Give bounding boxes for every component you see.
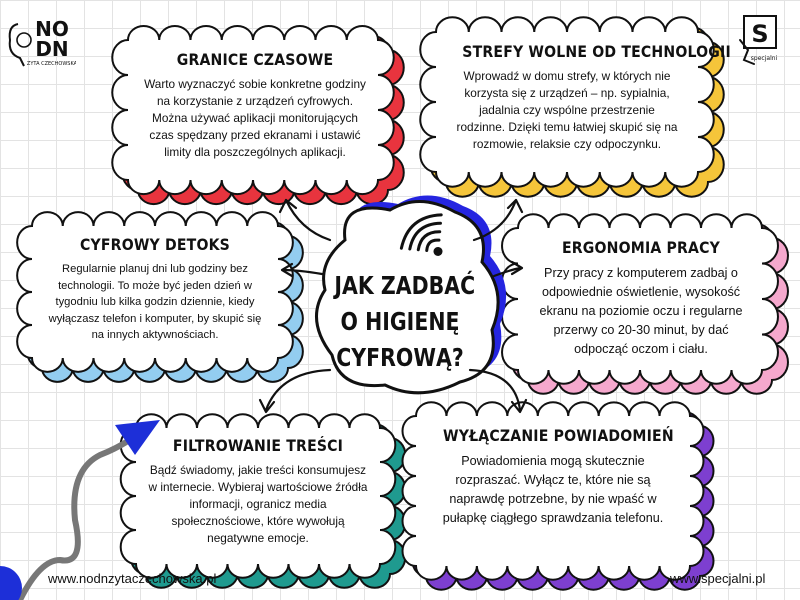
center-title-line: O HIGIENĘ [340, 307, 460, 336]
card-ergonomia-pracy [530, 238, 752, 359]
card-title: GRANICE CZASOWE [176, 50, 334, 69]
center-title-line: CYFROWĄ? [336, 343, 464, 372]
center-title [334, 268, 476, 376]
specjalni-logo [734, 14, 780, 66]
card-body: Przy pracy z komputerem zadbaj o odpowiednie oświetlenie, wysokość ekranu na poziomie oczu i regularne przerwy co 20-30 minut, by dać odpocząć oczom i ciału. [539, 266, 743, 356]
svg-text:S: S [751, 20, 769, 48]
card-body: Powiadomienia mogą skutecznie rozpraszać. Wyłącz te, które nie są naprawdę potrzebne, by nie wpaść w pułapkę ciągłego sprawdzania telefonu. [442, 454, 664, 525]
center-title-line: JAK ZADBAĆ [334, 271, 476, 300]
card-granice-czasowe [140, 50, 370, 161]
card-title: FILTROWANIE TREŚCI [172, 436, 344, 455]
card-body: Regularnie planuj dni lub godziny bez technologii. To może być jeden dzień w tygodniu lub kilka godzin dziennie, kiedy wyłączasz telefon i komputer, by skupić się na innych aktywnościach. [48, 263, 262, 341]
svg-text:NO: NO [35, 17, 69, 41]
nodn-logo [4, 14, 76, 70]
card-body: Warto wyznaczyć sobie konkretne godziny na korzystanie z urządzeń cyfrowych. Można używać aplikacji monitorujących czas spędzany przed ekranami i ustawić limity dla poszczególnych aplikacji. [144, 77, 366, 159]
svg-text:specjalni: specjalni [750, 55, 778, 62]
svg-text:DN: DN [35, 37, 69, 61]
card-wylaczanie-powiadomien [428, 426, 678, 528]
card-body: Wprowadź w domu strefy, w których nie korzysta się z urządzeń – np. sypialnia, jadalnia czy wspólne przestrzenie rodzinne. Dzięki temu łatwiej skupić się na rozmowie, relaksie czy odpoczynku. [456, 69, 678, 151]
card-body: Bądź świadomy, jakie treści konsumujesz w internecie. Wybieraj wartościowe źródła informacji, ogranicz media społecznościowe, które wywołują negatywne emocje. [148, 463, 368, 545]
card-title: CYFROWY DETOKS [80, 235, 230, 254]
card-title: WYŁĄCZANIE POWIADOMIEŃ [443, 426, 674, 445]
footer-left-url: www.nodnzytaczechowska.pl [48, 571, 217, 586]
footer-right-url: www.specjalni.pl [670, 571, 766, 586]
card-title: ERGONOMIA PRACY [561, 238, 721, 257]
card-strefy-wolne [448, 42, 731, 153]
card-cyfrowy-detoks [45, 235, 265, 344]
svg-text:ZYTA CZECHOWSKA: ZYTA CZECHOWSKA [26, 61, 76, 67]
card-filtrowanie-tresci [148, 436, 368, 547]
card-title: STREFY WOLNE OD TECHNOLOGII [462, 42, 731, 61]
arrow-to-detoks-icon [282, 264, 322, 276]
